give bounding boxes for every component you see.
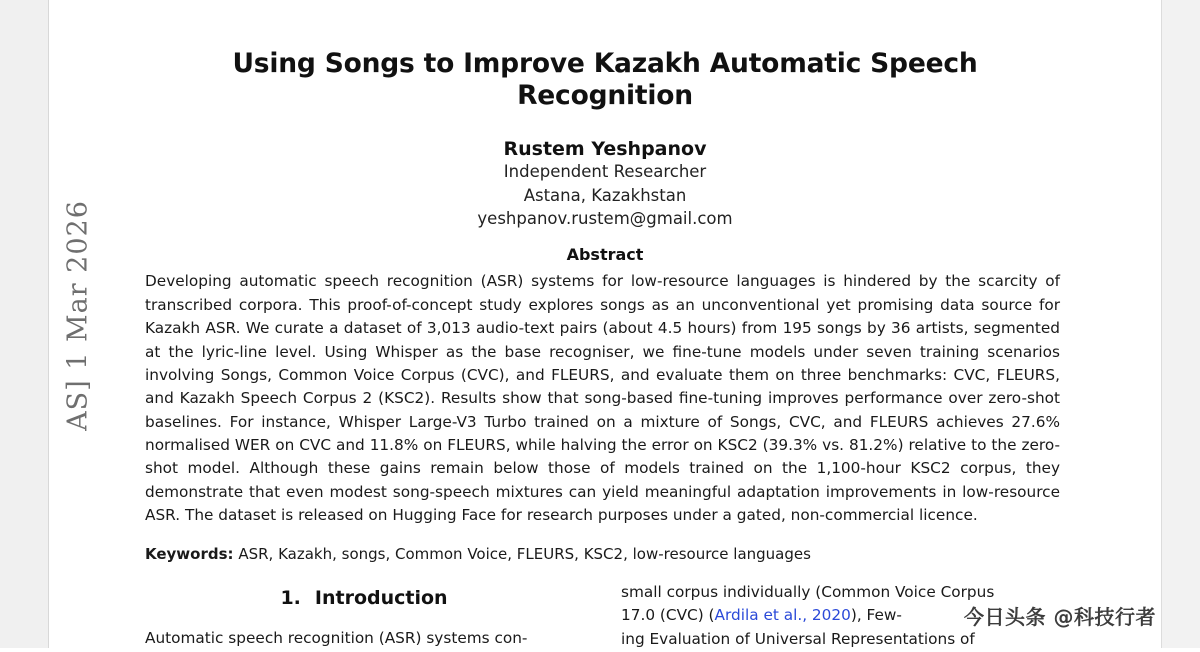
abstract-text: Developing automatic speech recognition (ASR) systems for low-resource languages is hindered by the scarcity of transcribed corpora. This proof-of-concept study explores songs as an unconventional yet promising data source for Kazakh ASR. We curate a dataset of 3,013 audio-text pairs (about 4.5 hours) from 195 songs by 36 artists, segmented at the lyric-line level. Using Whisper as the base recogniser, we fine-tune models under seven training scenarios involving Songs, Common Voice Corpus (CVC), and FLEURS, and evaluate them on three benchmarks: CVC, FLEURS, and Kazakh Speech Corpus 2 (KSC2). Results show that song-based fine-tuning improves performance over zero-shot baselines. For instance, Whisper Large-V3 Turbo trained on a mixture of Songs, CVC, and FLEURS achieves 27.6% normalised WER on CVC and 11.8% on FLEURS, while halving the error on KSC2 (39.3% vs. 81.2%) relative to the zero-shot model. Although these gains remain below those of models trained on the 1,100-hour KSC2 corpus, they demonstrate that even modest song-speech mixtures can yield meaningful adaptation improvements in low-resource ASR. The dataset is released on Hugging Face for research purposes under a gated, non-commercial licence. xyxy=(145,272,1060,525)
right-column-line-2-prefix: 17.0 (CVC) ( xyxy=(621,606,715,625)
paper-content xyxy=(145,0,1065,648)
author-name: Rustem Yeshpanov xyxy=(503,137,707,160)
two-column-body xyxy=(145,581,1060,652)
right-column-line-3: ing Evaluation of Universal Representations of xyxy=(621,630,975,649)
watermark-text: 今日头条 @科技行者 xyxy=(964,605,1156,629)
right-page-gutter xyxy=(1161,0,1200,648)
keywords-line xyxy=(145,545,1065,563)
intro-paragraph-left: Automatic speech recognition (ASR) systems con- xyxy=(145,628,528,647)
left-page-gutter xyxy=(0,0,49,648)
section-number: 1. xyxy=(280,586,301,609)
arxiv-identifier-stamp: AS] 1 Mar 2026 xyxy=(62,200,94,431)
author-email[interactable]: yeshpanov.rustem@gmail.com xyxy=(477,209,733,229)
abstract-heading: Abstract xyxy=(566,245,644,265)
citation-link[interactable]: Ardila et al., 2020 xyxy=(714,606,851,625)
keywords-label: Keywords: xyxy=(145,544,234,563)
section-heading-introduction xyxy=(145,587,583,609)
author-affiliation: Independent Researcher xyxy=(503,161,707,181)
author-location: Astana, Kazakhstan xyxy=(523,185,687,205)
section-title: Introduction xyxy=(314,586,448,609)
column-left xyxy=(145,581,583,652)
page-title: Using Songs to Improve Kazakh Automatic Speech Recognition xyxy=(232,48,978,111)
keywords-value: ASR, Kazakh, songs, Common Voice, FLEURS, KSC2, low-resource languages xyxy=(238,544,811,563)
right-column-line-2-suffix: ), Few- xyxy=(850,606,902,625)
right-column-line-1: small corpus individually (Common Voice Corpus xyxy=(621,582,995,601)
